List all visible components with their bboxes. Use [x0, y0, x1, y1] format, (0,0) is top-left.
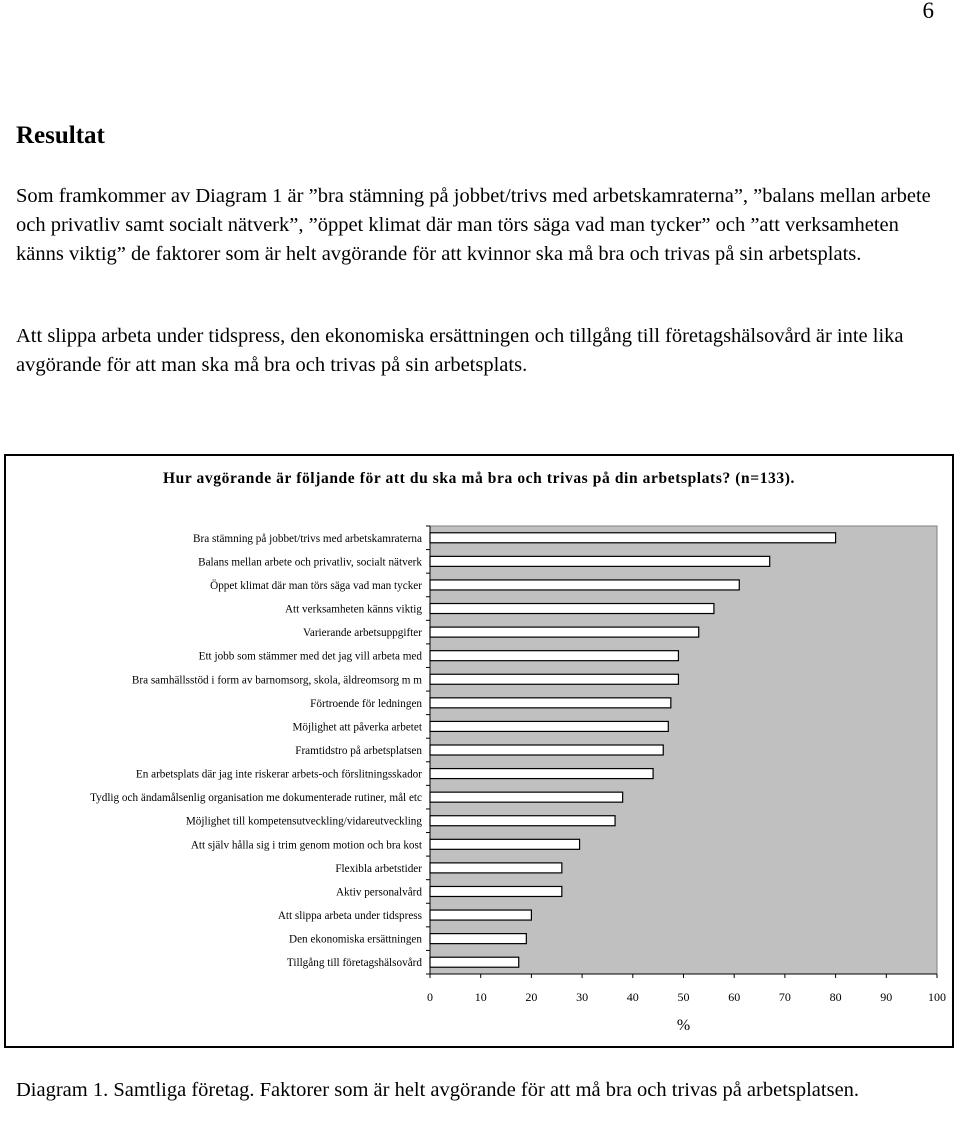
bar [430, 792, 623, 802]
x-tick-label: 0 [427, 990, 433, 1004]
x-tick-label: 20 [525, 990, 538, 1004]
bar [430, 627, 699, 637]
x-tick-label: 50 [677, 990, 690, 1004]
bar [430, 651, 678, 661]
category-label: Den ekonomiska ersättningen [289, 933, 422, 946]
bar [430, 910, 531, 920]
category-label: Möjlighet att påverka arbetet [292, 721, 422, 734]
bar [430, 698, 671, 708]
bar [430, 674, 678, 684]
category-label: Ett jobb som stämmer med det jag vill arbeta med [198, 650, 422, 663]
bar [430, 863, 562, 873]
category-label: Aktiv personalvård [335, 886, 422, 899]
section-heading: Resultat [16, 122, 105, 149]
chart-title: Hur avgörande är följande för att du ska må bra och trivas på din arbetsplats? (n=133). [163, 470, 795, 487]
category-label: Tydlig och ändamålsenlig organisation me dokumenterade rutiner, mål etc [90, 792, 422, 805]
category-label: Att slippa arbeta under tidspress [277, 910, 422, 923]
category-label: Förtroende för ledningen [310, 697, 422, 710]
category-label: Bra samhällsstöd i form av barnomsorg, skola, äldreomsorg m m [131, 674, 422, 687]
category-label: Balans mellan arbete och privatliv, socialt nätverk [198, 556, 422, 569]
category-label: Att verksamheten känns viktig [284, 603, 422, 616]
bar [430, 839, 580, 849]
category-label: En arbetsplats där jag inte riskerar arbets-och förslitningsskador [135, 768, 422, 781]
x-tick-label: 10 [474, 990, 487, 1004]
bar [430, 816, 615, 826]
category-label: Att själv hålla sig i trim genom motion och bra kost [190, 839, 422, 852]
x-axis-label: % [676, 1017, 691, 1034]
chart-frame [4, 454, 954, 1048]
page-number: 6 [922, 0, 934, 23]
x-tick-label: 40 [626, 990, 639, 1004]
bar [430, 769, 653, 779]
category-label: Öppet klimat där man törs säga vad man tycker [210, 579, 422, 592]
x-tick-label: 30 [576, 990, 589, 1004]
bar [430, 533, 836, 543]
figure-caption: Diagram 1. Samtliga företag. Faktorer som är helt avgörande för att må bra och trivas på arbetsplatsen. [16, 1079, 860, 1101]
paragraph-2: Att slippa arbeta under tidspress, den ekonomiska ersättningen och tillgång till företagshälsovård är inte lika avgörande för att man ska må bra och trivas på sin arbetsplats. [16, 325, 904, 376]
paragraph-1: Som framkommer av Diagram 1 är ”bra stämning på jobbet/trivs med arbetskamraterna”, ”balans mellan arbete och privatliv samt socialt nätverk”, ”öppet klimat där man törs säga vad man tycker” och ”att verksamheten känns viktig” de faktorer som är helt avgörande för att kvinnor ska må bra och trivas på sin arbetsplats. [16, 185, 931, 265]
category-label: Tillgång till företagshälsovård [286, 957, 422, 970]
bar [430, 934, 526, 944]
bar-chart [6, 456, 952, 1046]
x-tick-label: 60 [728, 990, 741, 1004]
x-tick-label: 90 [880, 990, 893, 1004]
x-tick-label: 70 [778, 990, 791, 1004]
bar [430, 957, 519, 967]
bar [430, 604, 714, 614]
category-label: Bra stämning på jobbet/trivs med arbetskamraterna [193, 532, 422, 545]
x-tick-label: 80 [829, 990, 842, 1004]
category-label: Möjlighet till kompetensutveckling/vidareutveckling [185, 815, 422, 828]
bar [430, 556, 770, 566]
bar [430, 721, 668, 731]
x-tick-label: 100 [928, 990, 946, 1004]
bar [430, 745, 663, 755]
category-label: Flexibla arbetstider [335, 862, 422, 875]
category-label: Varierande arbetsuppgifter [303, 627, 422, 640]
bar [430, 886, 562, 896]
category-label: Framtidstro på arbetsplatsen [295, 745, 422, 757]
bar [430, 580, 739, 590]
